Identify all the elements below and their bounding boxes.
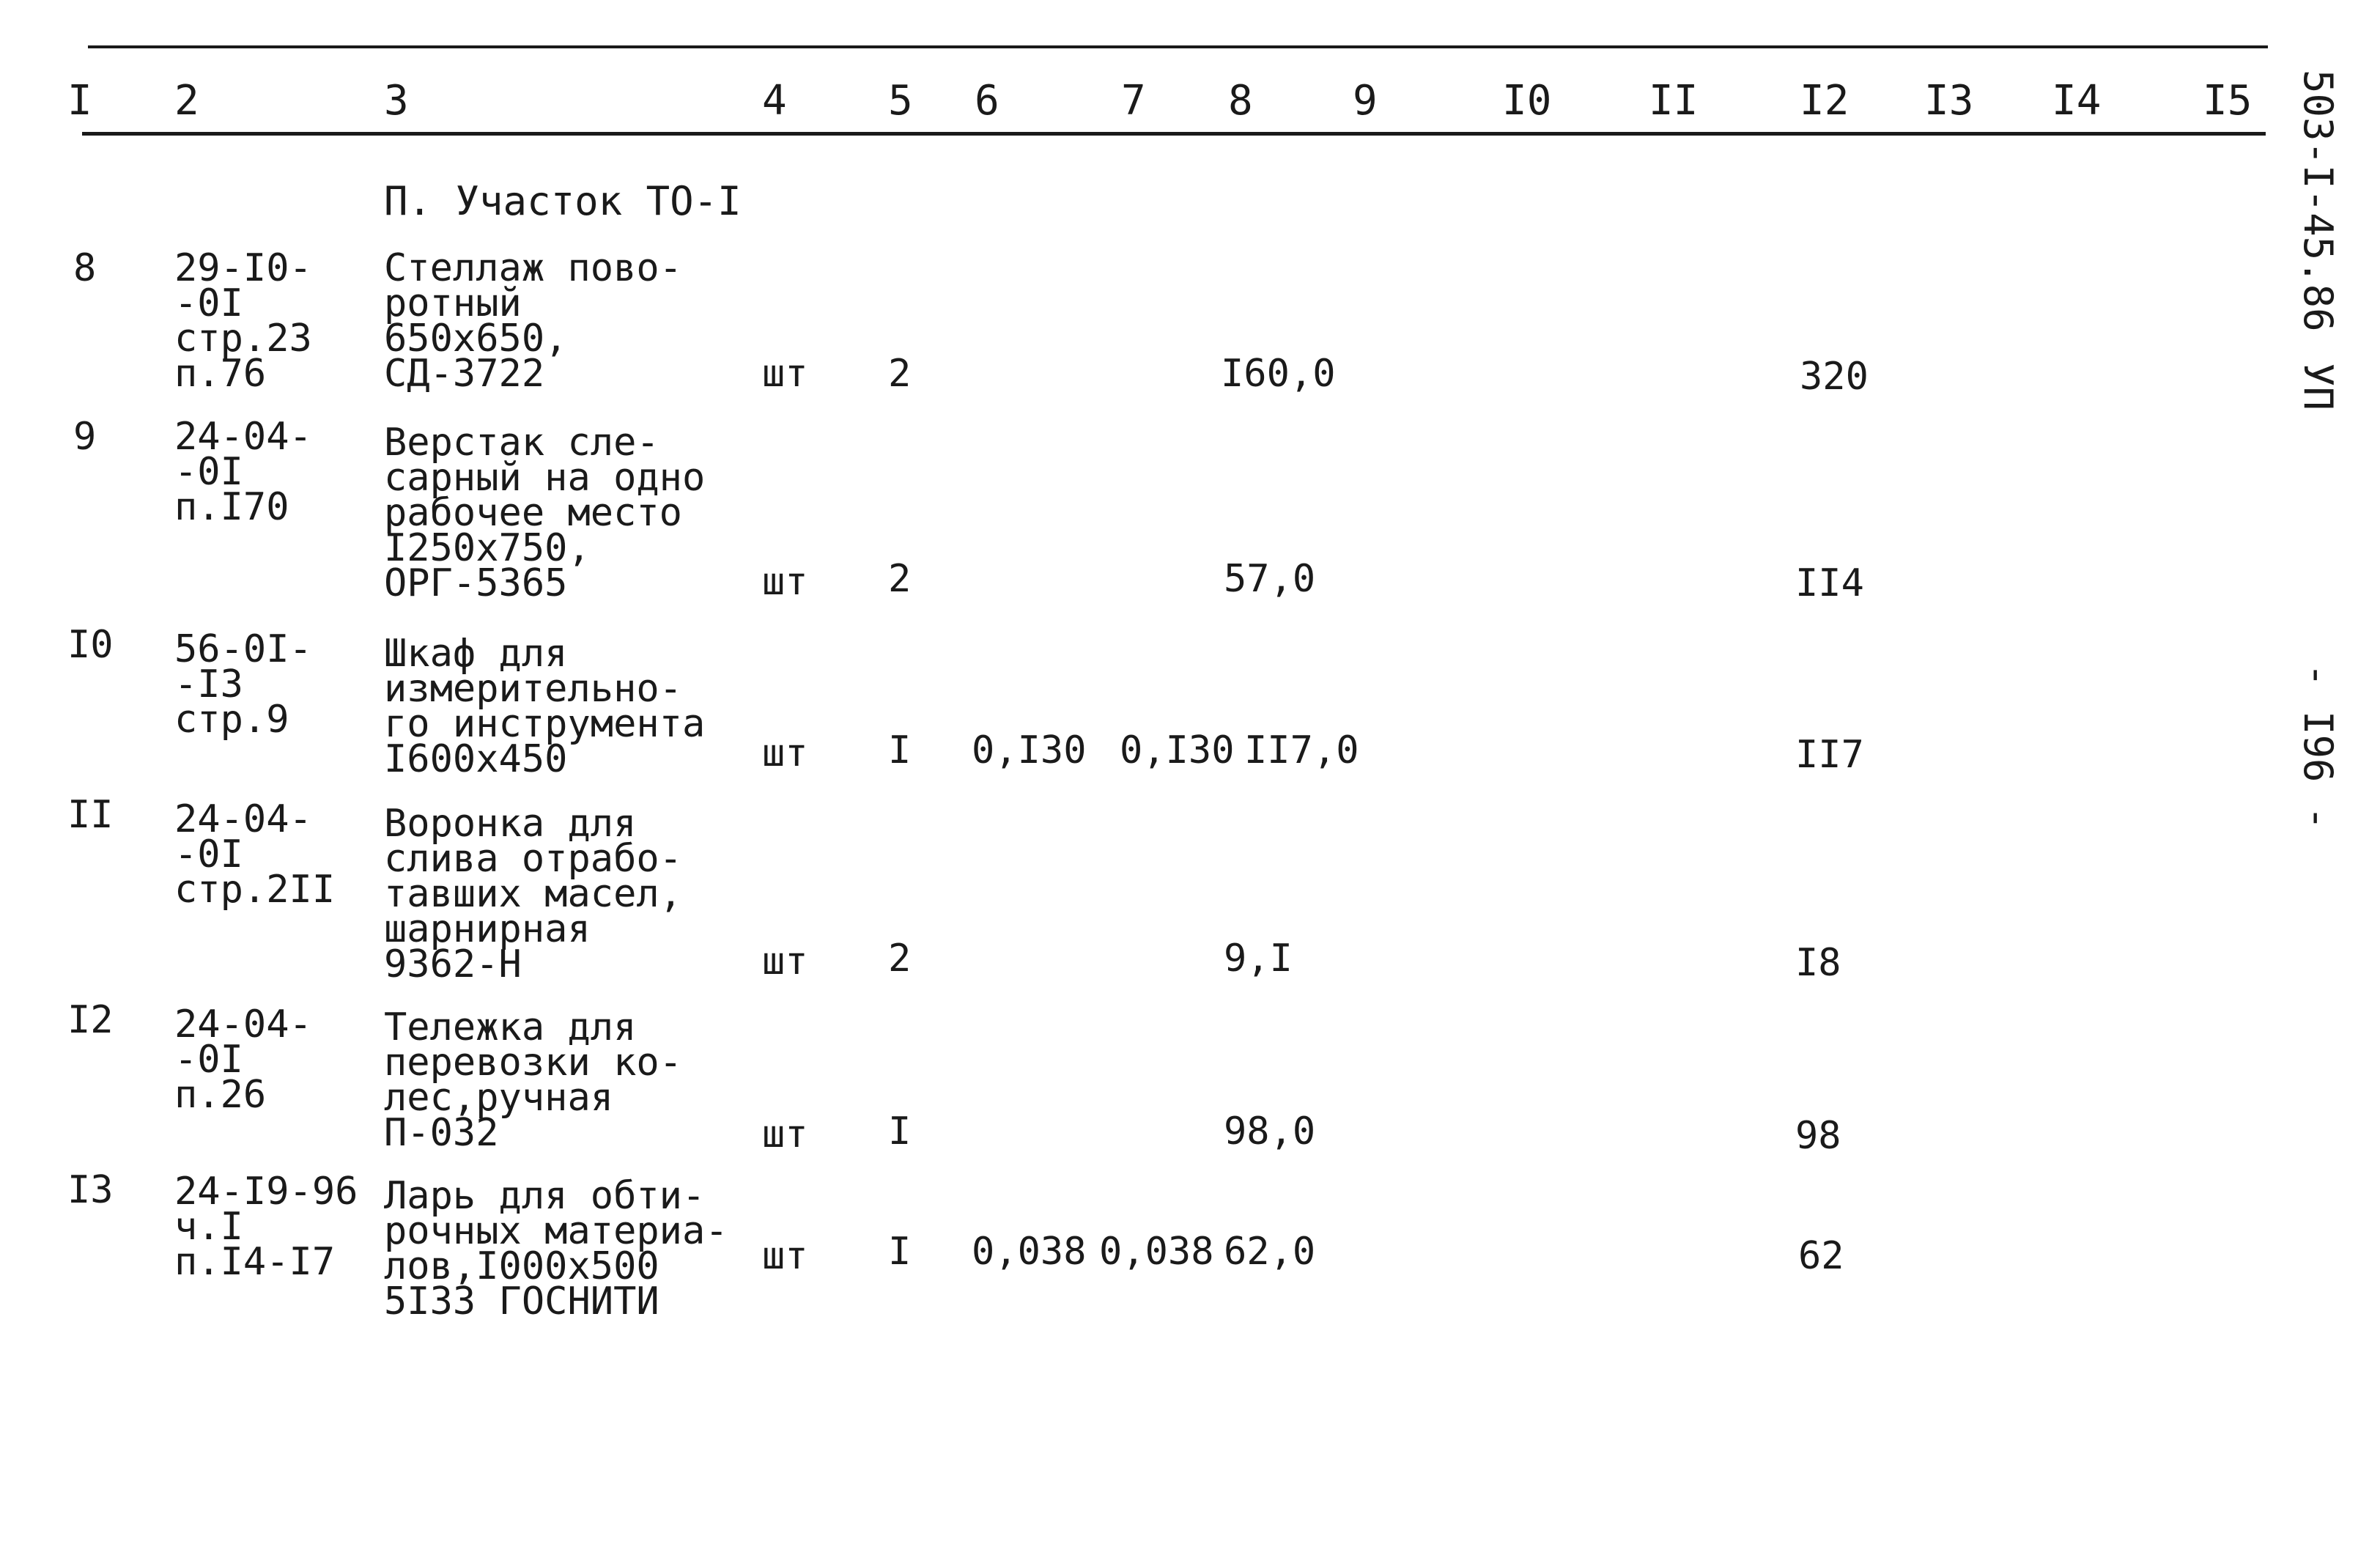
col-header-3: 3 [384,77,409,125]
unit: шт [762,560,808,604]
col-header-1: I [67,77,92,125]
unit: шт [762,352,808,396]
quantity: I [888,1110,912,1153]
unit: шт [762,731,808,775]
row-number: II [67,793,114,837]
col12-value: 62 [1798,1234,1844,1278]
col-header-13: I3 [1924,77,1974,125]
col-header-4: 4 [762,77,787,125]
col8-value: 98,0 [1224,1110,1316,1153]
unit: шт [762,1234,808,1278]
col-header-2: 2 [174,77,199,125]
col-header-15: I5 [2203,77,2252,125]
catalog-ref: 24-04- -0I п.26 [174,1003,312,1117]
catalog-ref: 56-0I- -I3 стр.9 [174,627,312,742]
page-number: - I96 - [2295,663,2341,830]
row-number: I0 [67,623,114,667]
col6-value: 0,I30 [972,728,1087,772]
col8-value: 57,0 [1224,557,1316,601]
unit: шт [762,939,808,983]
col-header-14: I4 [2052,77,2102,125]
header-rule [82,132,2266,136]
item-name: Шкаф для измерительно- го инструмента I600х450 [384,632,706,781]
quantity: 2 [888,557,912,601]
col-header-8: 8 [1228,77,1253,125]
row-number: I2 [67,998,114,1042]
unit: шт [762,1112,808,1156]
item-name: Верстак сле- сарный на одно рабочее место I250х750, ОРГ-5365 [384,421,706,605]
col12-value: 320 [1800,355,1869,399]
item-name: Ларь для обти- рочных материа- лов,I000х500 5I33 ГОСНИТИ [384,1174,728,1323]
catalog-ref: 29-I0- -0I стр.23 п.76 [174,246,312,396]
row-number: 9 [73,415,97,459]
col-header-12: I2 [1800,77,1849,125]
quantity: 2 [888,937,912,981]
catalog-ref: 24-04- -0I стр.2II [174,797,336,912]
col-header-11: II [1649,77,1699,125]
row-number: I3 [67,1168,114,1212]
section-title: П. Участок ТО-I [384,178,742,224]
col8-value: 62,0 [1224,1230,1316,1274]
item-name: Воронка для слива отрабо- тавших масел, шарнирная 9362-Н [384,802,682,986]
quantity: 2 [888,352,912,396]
row-number: 8 [73,246,97,290]
album-label: УП [2295,363,2341,411]
col-header-9: 9 [1353,77,1378,125]
col-header-7: 7 [1121,77,1146,125]
col-header-5: 5 [888,77,913,125]
col12-value: 98 [1795,1114,1841,1158]
col-header-10: I0 [1502,77,1552,125]
catalog-ref: 24-I9-96 ч.I п.I4-I7 [174,1170,358,1284]
item-name: Тележка для перевозки ко- лес,ручная П-032 [384,1005,682,1155]
quantity: I [888,728,912,772]
col-header-6: 6 [975,77,999,125]
col12-value: II7 [1795,733,1864,777]
col6-value: 0,038 [972,1230,1087,1274]
col8-value: I60,0 [1221,352,1336,396]
item-name: Стеллаж пово- ротный 650х650, СД-3722 [384,246,682,396]
col7-value: 0,I30 [1120,728,1235,772]
col7-value: 0,038 [1099,1230,1214,1274]
col12-value: II4 [1795,561,1864,605]
col8-value: II7,0 [1244,728,1359,772]
quantity: I [888,1230,912,1274]
document-designation: 503-I-45.86 [2295,70,2341,332]
col8-value: 9,I [1224,937,1293,981]
col12-value: I8 [1795,941,1841,985]
catalog-ref: 24-04- -0I п.I70 [174,415,312,529]
top-rule [88,45,2268,48]
